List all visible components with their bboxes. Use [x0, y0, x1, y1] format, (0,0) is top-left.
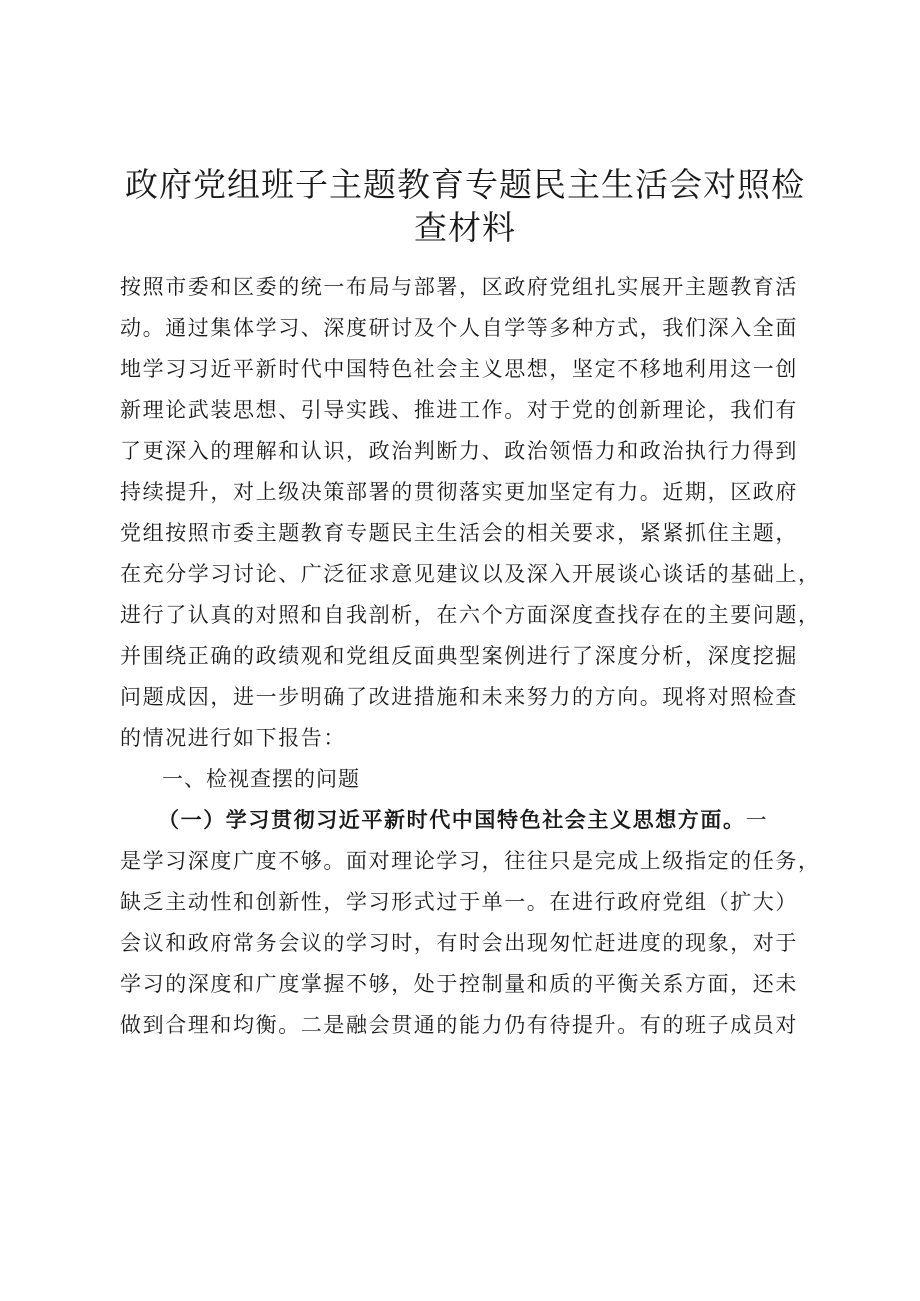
intro-line: 按照市委和区委的统一布局与部署，区政府党组扎实展开主题教育活 — [120, 275, 798, 299]
subsection-heading-line — [158, 806, 820, 834]
intro-line: 的情况进行如下报告： — [120, 726, 346, 750]
subsection-body-line: 会议和政府常务会议的学习时，有时会出现匆忙赶进度的现象，对于 — [120, 931, 798, 955]
intro-line: 进行了认真的对照和自我剖析，在六个方面深度查找存在的主要问题， — [120, 603, 821, 627]
intro-line: 持续提升，对上级决策部署的贯彻落实更加坚定有力。近期，区政府 — [120, 480, 798, 504]
intro-line: 新理论武装思想、引导实践、推进工作。对于党的创新理论，我们有 — [120, 398, 798, 422]
intro-line: 问题成因，进一步明确了改进措施和未来努力的方向。现将对照检查 — [120, 685, 798, 709]
subsection-heading: （一）学习贯彻习近平新时代中国特色社会主义思想方面。 — [158, 807, 746, 832]
intro-line: 在充分学习讨论、广泛征求意见建议以及深入开展谈心谈话的基础上， — [120, 562, 821, 586]
intro-line: 地学习习近平新时代中国特色社会主义思想，坚定不移地利用这一创 — [120, 357, 798, 381]
subsection-body-line: 是学习深度广度不够。面对理论学习，往往只是完成上级指定的任务， — [120, 849, 821, 873]
subsection-body-line: 缺乏主动性和创新性，学习形式过于单一。在进行政府党组（扩大） — [120, 890, 798, 914]
document-title-line-1: 政府党组班子主题教育专题民主生活会对照检 — [125, 165, 805, 204]
section-heading: 一、检视查摆的问题 — [162, 767, 360, 791]
subsection-body-line: 做到合理和均衡。二是融会贯通的能力仍有待提升。有的班子成员对 — [120, 1013, 798, 1037]
intro-line: 了更深入的理解和认识，政治判断力、政治领悟力和政治执行力得到 — [120, 439, 798, 463]
document-title-line-2: 查材料 — [414, 208, 516, 247]
subsection-body-line: 学习的深度和广度掌握不够，处于控制量和质的平衡关系方面，还未 — [120, 972, 798, 996]
intro-line: 动。通过集体学习、深度研讨及个人自学等多种方式，我们深入全面 — [120, 316, 798, 340]
intro-line: 党组按照市委主题教育专题民主生活会的相关要求，紧紧抓住主题， — [120, 521, 798, 545]
intro-line: 并围绕正确的政绩观和党组反面典型案例进行了深度分析，深度挖掘 — [120, 644, 798, 668]
subsection-line-tail: 一 — [745, 808, 769, 832]
